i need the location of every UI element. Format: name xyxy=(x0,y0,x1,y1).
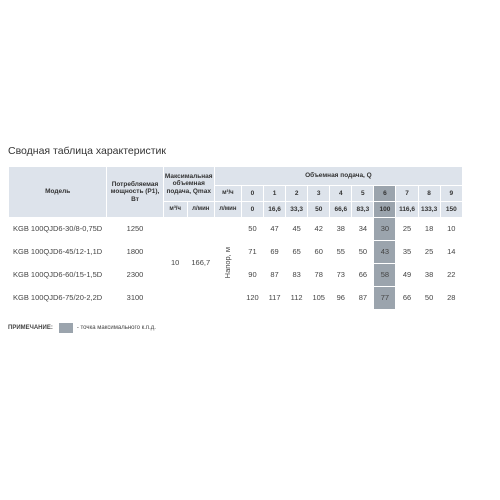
value-cell: 38 xyxy=(418,264,440,287)
table-row xyxy=(9,218,463,241)
model-cell: KGB 100QJD6-60/15-1,5D xyxy=(9,264,107,287)
model-cell: KGB 100QJD6-45/12-1,1D xyxy=(9,241,107,264)
head-label-cell xyxy=(214,218,241,310)
header-q-lmin: 150 xyxy=(440,202,462,218)
note-text: - точка максимального к.п.д. xyxy=(76,325,156,331)
header-q-lmin: 50 xyxy=(308,202,330,218)
header-power: Потребляемая мощность (P1), Вт xyxy=(107,167,163,218)
value-cell: 87 xyxy=(264,264,286,287)
header-q-m3h: 2 xyxy=(286,186,308,202)
qmax-lmin-cell: 166,7 xyxy=(187,218,214,310)
header-q-lmin: 133,3 xyxy=(418,202,440,218)
header-q-m3h: 7 xyxy=(396,186,418,202)
header-q-lmin: 100 xyxy=(374,202,396,218)
value-cell: 28 xyxy=(440,287,462,310)
value-cell: 47 xyxy=(264,218,286,241)
value-cell: 90 xyxy=(241,264,263,287)
value-cell: 18 xyxy=(418,218,440,241)
header-flow-q: Объемная подача, Q xyxy=(214,167,462,186)
value-cell: 117 xyxy=(264,287,286,310)
value-cell: 22 xyxy=(440,264,462,287)
value-cell: 14 xyxy=(440,241,462,264)
power-cell: 1800 xyxy=(107,241,163,264)
value-cell: 50 xyxy=(418,287,440,310)
value-cell-highlight: 77 xyxy=(374,287,396,310)
power-cell: 3100 xyxy=(107,287,163,310)
header-q-lmin: 116,6 xyxy=(396,202,418,218)
header-unit-lmin: л/мин xyxy=(187,202,214,218)
model-cell: KGB 100QJD6-75/20-2,2D xyxy=(9,287,107,310)
qmax-m3h-cell: 10 xyxy=(163,218,187,310)
header-q-m3h: 5 xyxy=(352,186,374,202)
value-cell: 10 xyxy=(440,218,462,241)
value-cell: 55 xyxy=(330,241,352,264)
power-cell: 2300 xyxy=(107,264,163,287)
characteristics-table xyxy=(8,166,463,310)
value-cell-highlight: 43 xyxy=(374,241,396,264)
value-cell: 45 xyxy=(286,218,308,241)
header-row-unit-lmin: л/мин xyxy=(214,202,241,218)
value-cell: 112 xyxy=(286,287,308,310)
page-title: Сводная таблица характеристик xyxy=(8,145,166,157)
value-cell: 25 xyxy=(418,241,440,264)
header-q-lmin: 0 xyxy=(241,202,263,218)
header-q-lmin: 16,6 xyxy=(264,202,286,218)
header-q-m3h: 8 xyxy=(418,186,440,202)
max-efficiency-swatch xyxy=(59,323,73,333)
value-cell: 73 xyxy=(330,264,352,287)
head-label: Напор, м xyxy=(222,246,232,279)
value-cell: 49 xyxy=(396,264,418,287)
header-model: Модель xyxy=(9,167,107,218)
header-unit-m3h: м³/ч xyxy=(163,202,187,218)
value-cell: 83 xyxy=(286,264,308,287)
header-max-flow: Максимальная объемная подача, Qmax xyxy=(163,167,214,202)
header-q-lmin: 66,6 xyxy=(330,202,352,218)
value-cell: 42 xyxy=(308,218,330,241)
value-cell: 66 xyxy=(396,287,418,310)
header-q-lmin: 83,3 xyxy=(352,202,374,218)
value-cell: 50 xyxy=(241,218,263,241)
value-cell-highlight: 58 xyxy=(374,264,396,287)
value-cell: 69 xyxy=(264,241,286,264)
value-cell: 38 xyxy=(330,218,352,241)
value-cell: 71 xyxy=(241,241,263,264)
header-q-m3h: 4 xyxy=(330,186,352,202)
header-q-m3h: 1 xyxy=(264,186,286,202)
header-row-unit-m3h: м³/ч xyxy=(214,186,241,202)
header-q-m3h: 0 xyxy=(241,186,263,202)
value-cell: 96 xyxy=(330,287,352,310)
header-q-lmin: 33,3 xyxy=(286,202,308,218)
value-cell: 60 xyxy=(308,241,330,264)
model-cell: KGB 100QJD6-30/8-0,75D xyxy=(9,218,107,241)
value-cell: 35 xyxy=(396,241,418,264)
footnote xyxy=(8,322,156,334)
power-cell: 1250 xyxy=(107,218,163,241)
value-cell: 66 xyxy=(352,264,374,287)
value-cell: 120 xyxy=(241,287,263,310)
value-cell: 87 xyxy=(352,287,374,310)
value-cell: 34 xyxy=(352,218,374,241)
value-cell: 50 xyxy=(352,241,374,264)
value-cell-highlight: 30 xyxy=(374,218,396,241)
value-cell: 105 xyxy=(308,287,330,310)
header-q-m3h: 6 xyxy=(374,186,396,202)
header-q-m3h: 3 xyxy=(308,186,330,202)
note-label: ПРИМЕЧАНИЕ: xyxy=(8,325,53,331)
value-cell: 25 xyxy=(396,218,418,241)
value-cell: 65 xyxy=(286,241,308,264)
header-q-m3h: 9 xyxy=(440,186,462,202)
value-cell: 78 xyxy=(308,264,330,287)
